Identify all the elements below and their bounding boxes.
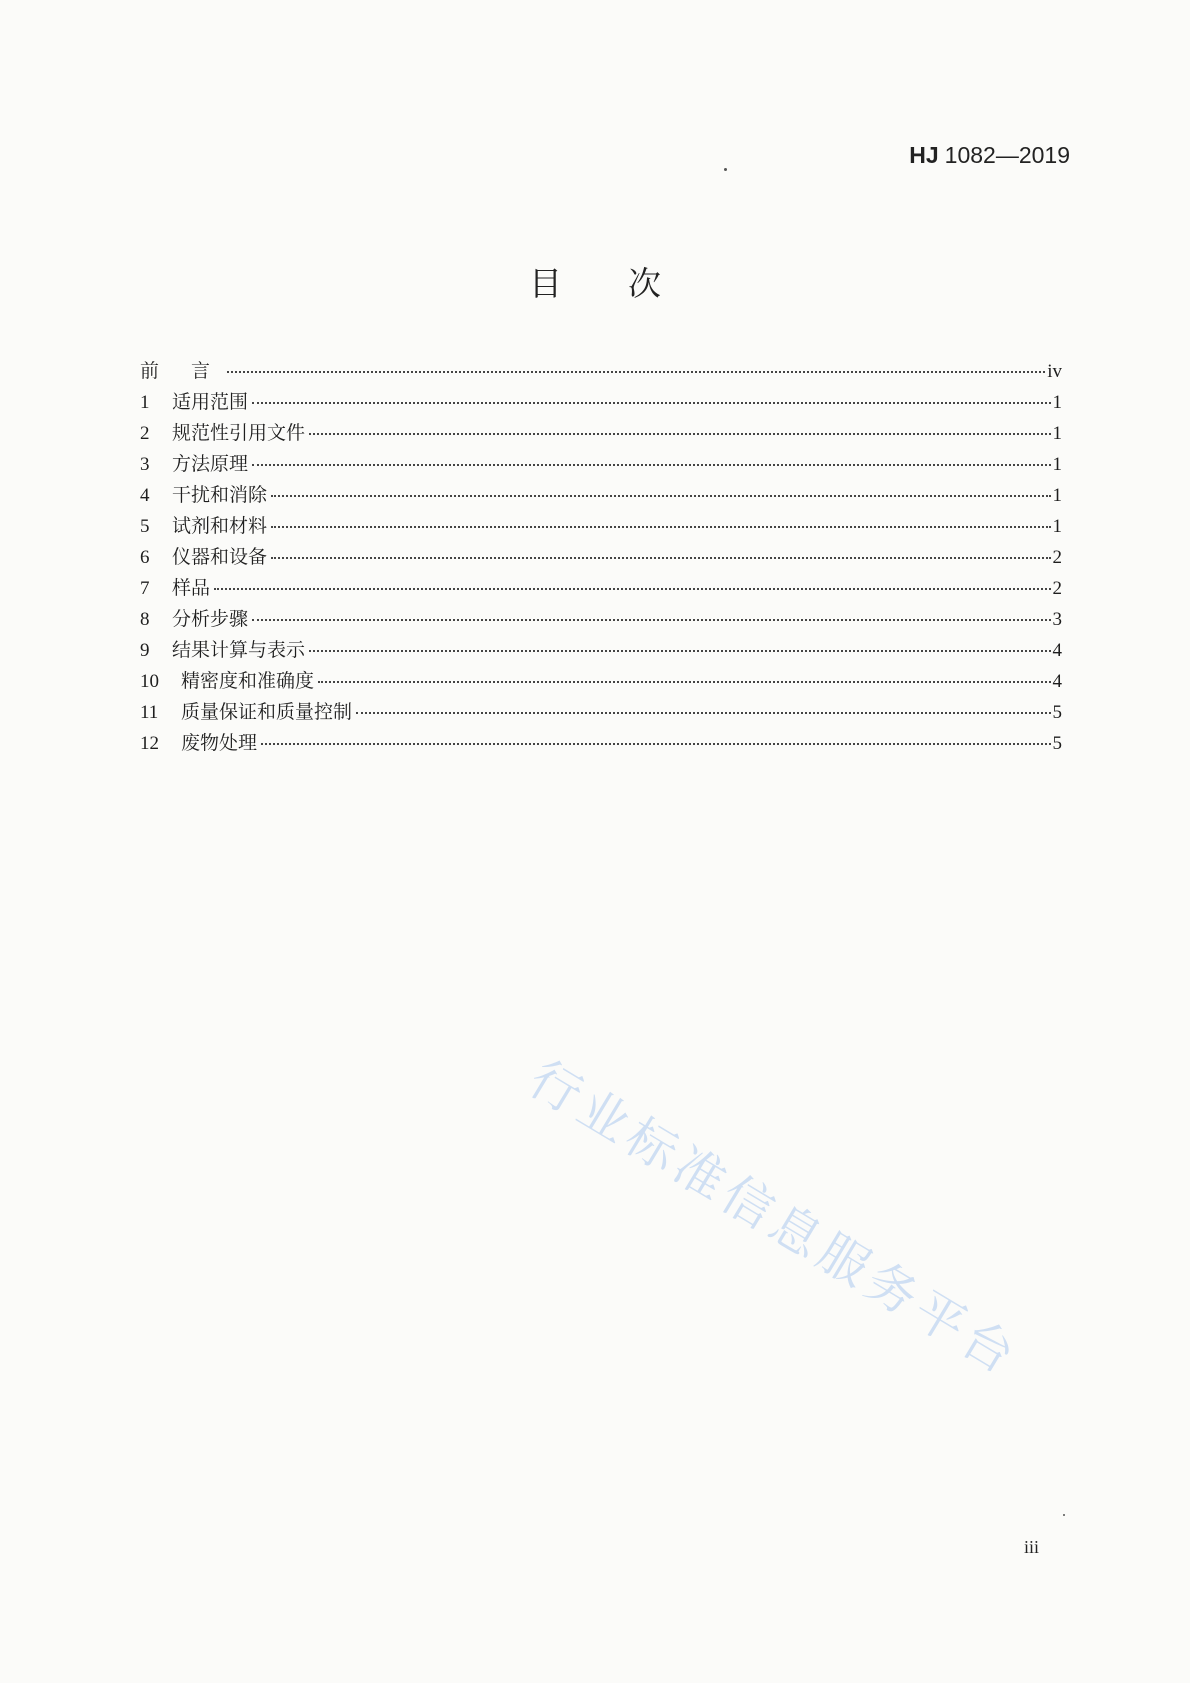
toc-entry-5[interactable] bbox=[140, 511, 1062, 542]
toc-entry-page: 5 bbox=[1052, 733, 1062, 754]
toc-entry-page: 1 bbox=[1052, 516, 1062, 537]
toc-entry-7[interactable] bbox=[140, 573, 1062, 604]
toc-entry-8[interactable] bbox=[140, 604, 1062, 635]
toc-entry-number: 12 bbox=[140, 733, 159, 754]
toc-entry-foreword[interactable] bbox=[140, 356, 1062, 387]
toc-leader-dots bbox=[252, 619, 1050, 621]
page-title bbox=[0, 258, 1190, 305]
toc-entry-number: 8 bbox=[140, 609, 150, 630]
toc-entry-11[interactable] bbox=[140, 697, 1062, 728]
toc-entry-page: 1 bbox=[1052, 454, 1062, 475]
toc-entry-9[interactable] bbox=[140, 635, 1062, 666]
toc-entry-page: 2 bbox=[1052, 578, 1062, 599]
toc-leader-dots bbox=[227, 371, 1045, 373]
toc-leader-dots bbox=[356, 712, 1050, 714]
scan-speck bbox=[1063, 1514, 1065, 1516]
toc-entry-page: 3 bbox=[1052, 609, 1062, 630]
toc-entry-6[interactable] bbox=[140, 542, 1062, 573]
toc-leader-dots bbox=[271, 557, 1050, 559]
toc-entry-number: 3 bbox=[140, 454, 150, 475]
standard-number: 1082—2019 bbox=[944, 142, 1070, 168]
toc-entry-title: 仪器和设备 bbox=[172, 546, 268, 568]
toc-leader-dots bbox=[309, 650, 1050, 652]
toc-entry-title: 前 言 bbox=[140, 360, 224, 382]
toc-entry-title: 废物处理 bbox=[181, 732, 258, 754]
toc-entry-number: 7 bbox=[140, 578, 150, 599]
page-number: iii bbox=[1024, 1537, 1040, 1557]
toc-entry-number: 9 bbox=[140, 640, 150, 661]
toc-leader-dots bbox=[271, 526, 1050, 528]
toc-entry-page: 4 bbox=[1052, 671, 1062, 692]
table-of-contents bbox=[140, 356, 1062, 759]
toc-entry-12[interactable] bbox=[140, 728, 1062, 759]
toc-leader-dots bbox=[309, 433, 1050, 435]
toc-entry-number: 6 bbox=[140, 547, 150, 568]
toc-entry-title: 规范性引用文件 bbox=[172, 422, 306, 444]
toc-entry-number: 11 bbox=[140, 702, 159, 723]
toc-entry-title: 结果计算与表示 bbox=[172, 639, 306, 661]
toc-entry-title: 精密度和准确度 bbox=[181, 670, 315, 692]
toc-entry-title: 样品 bbox=[172, 577, 211, 599]
toc-entry-10[interactable] bbox=[140, 666, 1062, 697]
toc-leader-dots bbox=[252, 464, 1050, 466]
toc-entry-number: 5 bbox=[140, 516, 150, 537]
toc-entry-page: 1 bbox=[1052, 485, 1062, 506]
toc-entry-title: 干扰和消除 bbox=[172, 484, 268, 506]
toc-leader-dots bbox=[318, 681, 1050, 683]
toc-entry-3[interactable] bbox=[140, 449, 1062, 480]
toc-entry-4[interactable] bbox=[140, 480, 1062, 511]
toc-entry-title: 试剂和材料 bbox=[172, 515, 268, 537]
page-title-char: 目 bbox=[529, 264, 562, 303]
page-title-char: 次 bbox=[628, 264, 661, 303]
toc-entry-title: 方法原理 bbox=[172, 453, 249, 475]
toc-entry-title: 质量保证和质量控制 bbox=[181, 701, 353, 723]
standard-code bbox=[900, 142, 1070, 169]
toc-entry-page: 1 bbox=[1052, 392, 1062, 413]
standard-prefix: HJ bbox=[909, 142, 939, 168]
toc-entry-number: 2 bbox=[140, 423, 150, 444]
toc-leader-dots bbox=[252, 402, 1050, 404]
toc-entry-1[interactable] bbox=[140, 387, 1062, 418]
toc-leader-dots bbox=[261, 743, 1050, 745]
toc-entry-2[interactable] bbox=[140, 418, 1062, 449]
toc-entry-page: 1 bbox=[1052, 423, 1062, 444]
toc-entry-page: 2 bbox=[1052, 547, 1062, 568]
scan-speck bbox=[724, 168, 727, 171]
toc-entry-title: 分析步骤 bbox=[172, 608, 249, 630]
toc-entry-number: 10 bbox=[140, 671, 159, 692]
toc-entry-page: 4 bbox=[1052, 640, 1062, 661]
toc-entry-number: 4 bbox=[140, 485, 150, 506]
toc-entry-page: 5 bbox=[1052, 702, 1062, 723]
toc-leader-dots bbox=[214, 588, 1050, 590]
toc-entry-number: 1 bbox=[140, 392, 150, 413]
toc-entry-page: iv bbox=[1047, 361, 1062, 382]
toc-leader-dots bbox=[271, 495, 1050, 497]
toc-entry-title: 适用范围 bbox=[172, 391, 249, 413]
watermark: 行业标准信息服务平台 bbox=[519, 1049, 1030, 1388]
